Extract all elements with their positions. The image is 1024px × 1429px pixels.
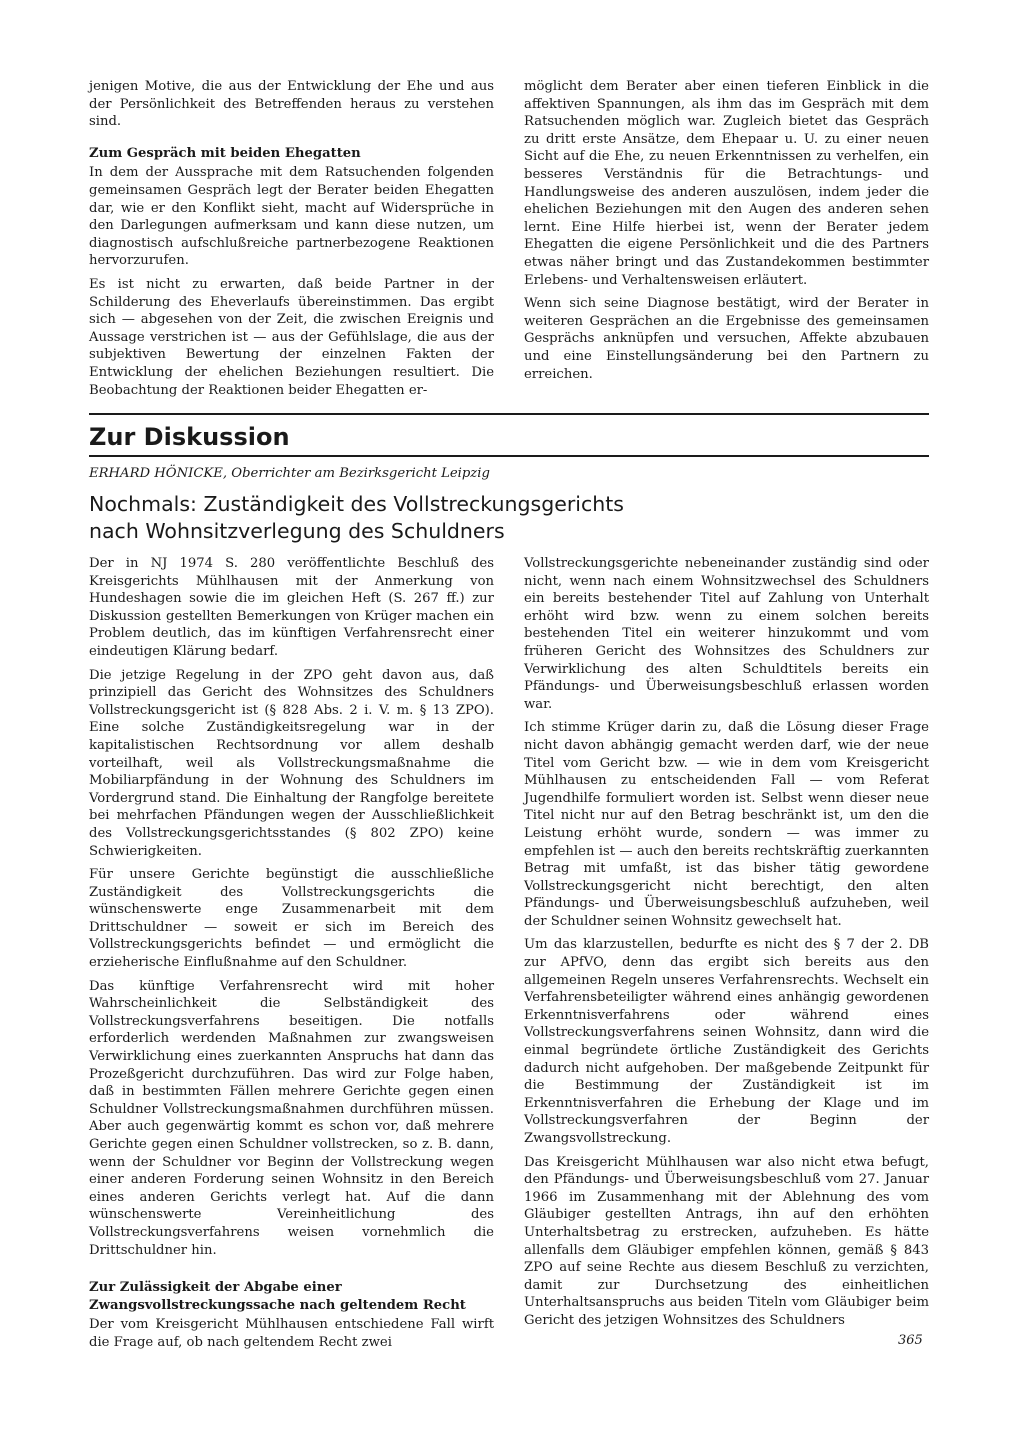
top-right-column — [524, 78, 929, 383]
paragraph: Das künftige Verfahrensrecht wird mit hoher Wahrscheinlichkeit die Selbständigkeit des Vollstreckungsverfahrens beseitigen. Die notfalls erforderlich werdenden Maßnahmen zur zwangsweisen Verwirklichung eines zuerkannten Anspruchs hat dann das Prozeßgericht durchzuführen. Das wird zur Folge haben, daß in bestimmten Fällen mehrere Gerichte gegen einen Schuldner Vollstreckungsmaßnahmen durchführen müssen. Aber auch gegenwärtig kommt es schon vor, daß mehrere Gerichte gegen einen Schuldner vollstrecken, so z. B. dann, wenn der Schuldner vor Beginn der Vollstreckung wegen einer anderen Forderung seinen Wohnsitz in den Bereich eines anderen Gerichts verlegt hat. Auf die dann wünschenswerte Vereinheitlichung des Vollstreckungsverfahrens weisen vornehmlich die Drittschuldner hin. — [89, 978, 494, 1258]
paragraph: Die jetzige Regelung in der ZPO geht davon aus, daß prinzipiell das Gericht des Wohnsitzes des Schuldners Vollstreckungsgericht ist (§ 828 Abs. 2 i. V. m. § 13 ZPO). Eine solche Zuständigkeitsregelung war in der kapitalistischen Rechtsordnung vor allem deshalb vorteilhaft, weil als Vollstreckungsmaßnahme die Mobiliarpfändung in der Wohnung des Schuldners im Vordergrund stand. Die Einhaltung der Rangfolge bereitete bei mehrfachen Pfändungen wegen der Ausschließlichkeit des Vollstreckungsgerichtsstandes (§ 802 ZPO) keine Schwierigkeiten. — [89, 667, 494, 859]
article-title-line: nach Wohnsitzverlegung des Schuldners — [89, 519, 505, 543]
paragraph: Ich stimme Krüger darin zu, daß die Lösung dieser Frage nicht davon abhängig gemacht werden darf, wie der neue Titel vom Gericht bzw. — wie in dem vom Kreisgericht Mühlhausen zu entscheidenden Fall — vom Referat Jugendhilfe formuliert worden ist. Selbst wenn dieser neue Titel nicht nur auf den Betrag beschränkt ist, um den die Leistung erhöht wurde, sondern — was immer zu empfehlen ist — auch den bereits rechtskräftig zuerkannten Betrag mit umfaßt, ist das bisher tätig gewordene Vollstreckungsgericht nicht berechtigt, den alten Pfändungs- und Überweisungsbeschluß aufzuheben, weil der Schuldner seinen Wohnsitz gewechselt hat. — [524, 720, 929, 929]
paragraph: möglicht dem Berater aber einen tieferen Einblick in die affektiven Spannungen, als ihm das im Gespräch mit dem Ratsuchenden möglich war. Zugleich bietet das Gespräch zu dritt erste Ansätze, dem Ehepaar u. U. zu einer neuen Sicht auf die Ehe, zu neuen Erkenntnissen zu verhelfen, ein besseres Verständnis für die Betrachtungs- und Handlungsweise des anderen auszulösen, indem jeder die ehelichen Beziehungen mit den Augen des anderen sehen lernt. Eine Hilfe hierbei ist, wenn der Berater jedem Ehegatten die eigene Persönlichkeit und die des Partners etwas näher bringt und das Zustandekommen bestimmter Erlebens- und Verhaltensweisen erläutert. — [524, 79, 929, 288]
author-byline: ERHARD HÖNICKE, Oberrichter am Bezirksgericht Leipzig — [89, 466, 490, 481]
page-number: 365 — [898, 1333, 923, 1348]
paragraph: Vollstreckungsgerichte nebeneinander zuständig sind oder nicht, wenn nach einem Wohnsitzwechsel des Schuldners ein bereits bestehender Titel auf Zahlung von Unterhalt erhöht wird bzw. wenn zu einem solchen bereits bestehenden Titel ein weiterer hinzukommt und vom früheren Gericht des Wohnsitzes des Schuldners zur Verwirklichung des alten Schuldtitels bereits ein Pfändungs- und Überweisungsbeschluß erlassen worden war. — [524, 556, 929, 712]
section-rule-bottom — [89, 455, 929, 457]
subheading: Zur Zulässigkeit der Abgabe einer Zwangsvollstreckungssache nach geltendem Recht — [89, 1280, 466, 1313]
paragraph: Das Kreisgericht Mühlhausen war also nicht etwa befugt, den Pfändungs- und Überweisungsbeschluß vom 27. Januar 1966 im Zusammenhang mit der Ablehnung des vom Gläubiger gestellten Antrags, ihn auf den erhöhten Unterhaltsbetrag zu erstrecken, aufzuheben. Es hätte allenfalls dem Gläubiger empfehlen können, gemäß § 843 ZPO auf seine Rechte aus diesem Beschluß zu verzichten, damit zur Durchsetzung des einheitlichen Unterhaltsanspruchs aus beiden Titeln vom Gläubiger beim Gericht des jetzigen Wohnsitzes des Schuldners — [524, 1154, 929, 1328]
paragraph: Der vom Kreisgericht Mühlhausen entschiedene Fall wirft die Frage auf, ob nach geltendem Recht zwei — [89, 1317, 494, 1350]
paragraph: Um das klarzustellen, bedurfte es nicht des § 7 der 2. DB zur APfVO, denn das ergibt sich bereits aus den allgemeinen Regeln unseres Verfahrensrechts. Wechselt ein Verfahrensbeteiligter während eines anhängig gewordenen Erkenntnisverfahrens oder während eines Vollstreckungsverfahrens seinen Wohnsitz, dann wird die einmal begründete örtliche Zuständigkeit des Gerichts dadurch nicht aufgehoben. Der maßgebende Zeitpunkt für die Bestimmung der Zuständigkeit ist im Erkenntnisverfahren die Erhebung der Klage und im Vollstreckungsverfahren der Beginn der Zwangsvollstreckung. — [524, 937, 929, 1146]
subheading: Zum Gespräch mit beiden Ehegatten — [89, 145, 361, 161]
paragraph: Für unsere Gerichte begünstigt die ausschließliche Zuständigkeit des Vollstreckungsgerichts die wünschenswerte enge Zusammenarbeit mit dem Drittschuldner — soweit er sich im Bereich des Vollstreckungsgerichts befindet — und ermöglicht die erzieherische Einflußnahme auf den Schuldner. — [89, 867, 494, 971]
section-rule-top — [89, 413, 929, 415]
article-right-column — [524, 555, 929, 1330]
article-title — [89, 491, 889, 545]
article-left-column — [89, 555, 494, 1352]
paragraph: Wenn sich seine Diagnose bestätigt, wird der Berater in weiteren Gesprächen an die Ergebnisse des gemeinsamen Gesprächs anknüpfen und versuchen, Affekte abzubauen und eine Einstellungsänderung bei den Partnern zu erreichen. — [524, 296, 929, 382]
paragraph: Der in NJ 1974 S. 280 veröffentlichte Beschluß des Kreisgerichts Mühlhausen mit der Anmerkung von Hundeshagen sowie die im gleichen Heft (S. 267 ff.) zur Diskussion gestellten Bemerkungen von Krüger machen ein Problem deutlich, das im künftigen Verfahrensrecht einer eindeutigen Klärung bedarf. — [89, 556, 494, 659]
article-title-line: Nochmals: Zuständigkeit des Vollstreckungsgerichts — [89, 492, 624, 516]
top-left-column — [89, 78, 494, 399]
paragraph: Es ist nicht zu erwarten, daß beide Partner in der Schilderung des Eheverlaufs übereinstimmen. Das ergibt sich — abgesehen von der Zeit, die zwischen Ereignis und Aussage verstrichen ist — aus der Gefühlslage, die aus der subjektiven Bewertung der einzelnen Fakten der Entwicklung der ehelichen Beziehungen resultiert. Die Beobachtung der Reaktionen beider Ehegatten er- — [89, 276, 494, 398]
paragraph: In dem der Aussprache mit dem Ratsuchenden folgenden gemeinsamen Gespräch legt der Berater beiden Ehegatten dar, wie er den Konflikt sieht, macht auf Widersprüche in den Darlegungen aufmerksam und kann diese nutzen, um diagnostisch aufschlußreiche partnerbezogene Reaktionen hervorzurufen. — [89, 165, 494, 269]
paragraph: jenigen Motive, die aus der Entwicklung der Ehe und aus der Persönlichkeit des Betreffenden heraus zu verstehen sind. — [89, 79, 494, 130]
section-heading: Zur Diskussion — [89, 423, 290, 451]
